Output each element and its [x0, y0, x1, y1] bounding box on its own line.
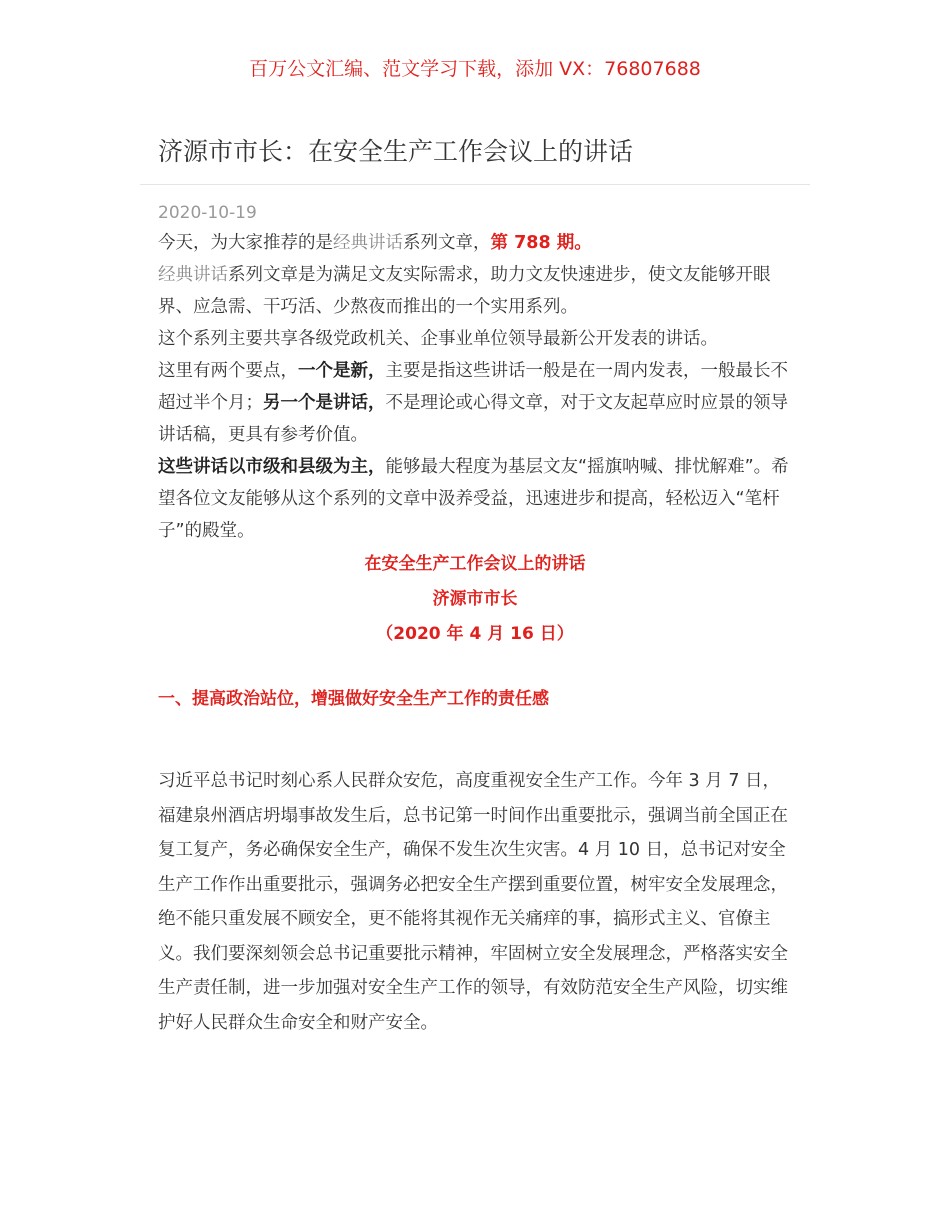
promo-banner: 百万公文汇编、范文学习下载，添加 VX：76807688	[249, 58, 701, 80]
issue-number: 第 788 期。	[490, 233, 592, 253]
intro-text: 能够最大程度为基层文友“摇旗呐喊、排忧解难”。希望各位文友能够从这个系列的文章中汲养受益，迅速进步和提高，轻松迈入“笔杆子”的殿堂。	[158, 457, 789, 541]
key-point-1: 一个是新，	[298, 361, 386, 381]
series-name: 经典讲话	[158, 265, 228, 285]
intro-text: 主要是指这些讲话一般是在一周内发表，一般最长不超过半个月；	[158, 361, 788, 413]
intro-paragraph-2	[158, 259, 792, 323]
article	[140, 132, 810, 1040]
intro-paragraph-1	[158, 227, 792, 259]
intro-text: 系列文章，	[403, 233, 491, 253]
intro-text: 这里有两个要点，	[158, 361, 298, 381]
intro-paragraph-4	[158, 355, 792, 451]
section-body: 习近平总书记时刻心系人民群众安危，高度重视安全生产工作。今年 3 月 7 日，福建泉州酒店坍塌事故发生后，总书记第一时间作出重要批示，强调当前全国正在复工复产，务必确保安全生产，确保不发生次生灾害。4 月 10 日，总书记对安全生产工作作出重要批示，强调务必把安全生产摆到重要位置，树牢安全发展理念，绝不能只重发展不顾安全，更不能将其视作无关痛痒的事，搞形式主义、官僚主义。我们要深刻领会总书记重要批示精神，牢固树立安全发展理念，严格落实安全生产责任制，进一步加强对安全生产工作的领导，有效防范安全生产风险，切实维护好人民群众生命安全和财产安全。	[158, 771, 788, 1033]
intro-text: 不是理论或心得文章，对于文友起草应时应景的领导讲话稿，更具有参考价值。	[158, 393, 788, 445]
section-heading: 一、提高政治站位，增强做好安全生产工作的责任感	[158, 689, 549, 709]
article-title: 济源市市长：在安全生产工作会议上的讲话	[140, 132, 810, 185]
speaker: 济源市市长	[432, 589, 518, 609]
intro-text: 今天，为大家推荐的是	[158, 233, 333, 253]
speech-date: （2020 年 4 月 16 日）	[376, 624, 574, 644]
intro-paragraph-5	[158, 451, 792, 547]
intro-paragraph-3: 这个系列主要共享各级党政机关、企事业单位领导最新公开发表的讲话。	[158, 329, 718, 349]
article-date: 2020-10-19	[158, 203, 257, 223]
key-point-3: 这些讲话以市级和县级为主，	[158, 457, 386, 477]
speech-title: 在安全生产工作会议上的讲话	[364, 554, 586, 574]
series-name: 经典讲话	[333, 233, 403, 253]
article-content	[140, 199, 810, 1040]
intro-text: 系列文章是为满足文友实际需求，助力文友快速进步，使文友能够开眼界、应急需、干巧活、少熬夜而推出的一个实用系列。	[158, 265, 771, 317]
key-point-2: 另一个是讲话，	[263, 393, 386, 413]
